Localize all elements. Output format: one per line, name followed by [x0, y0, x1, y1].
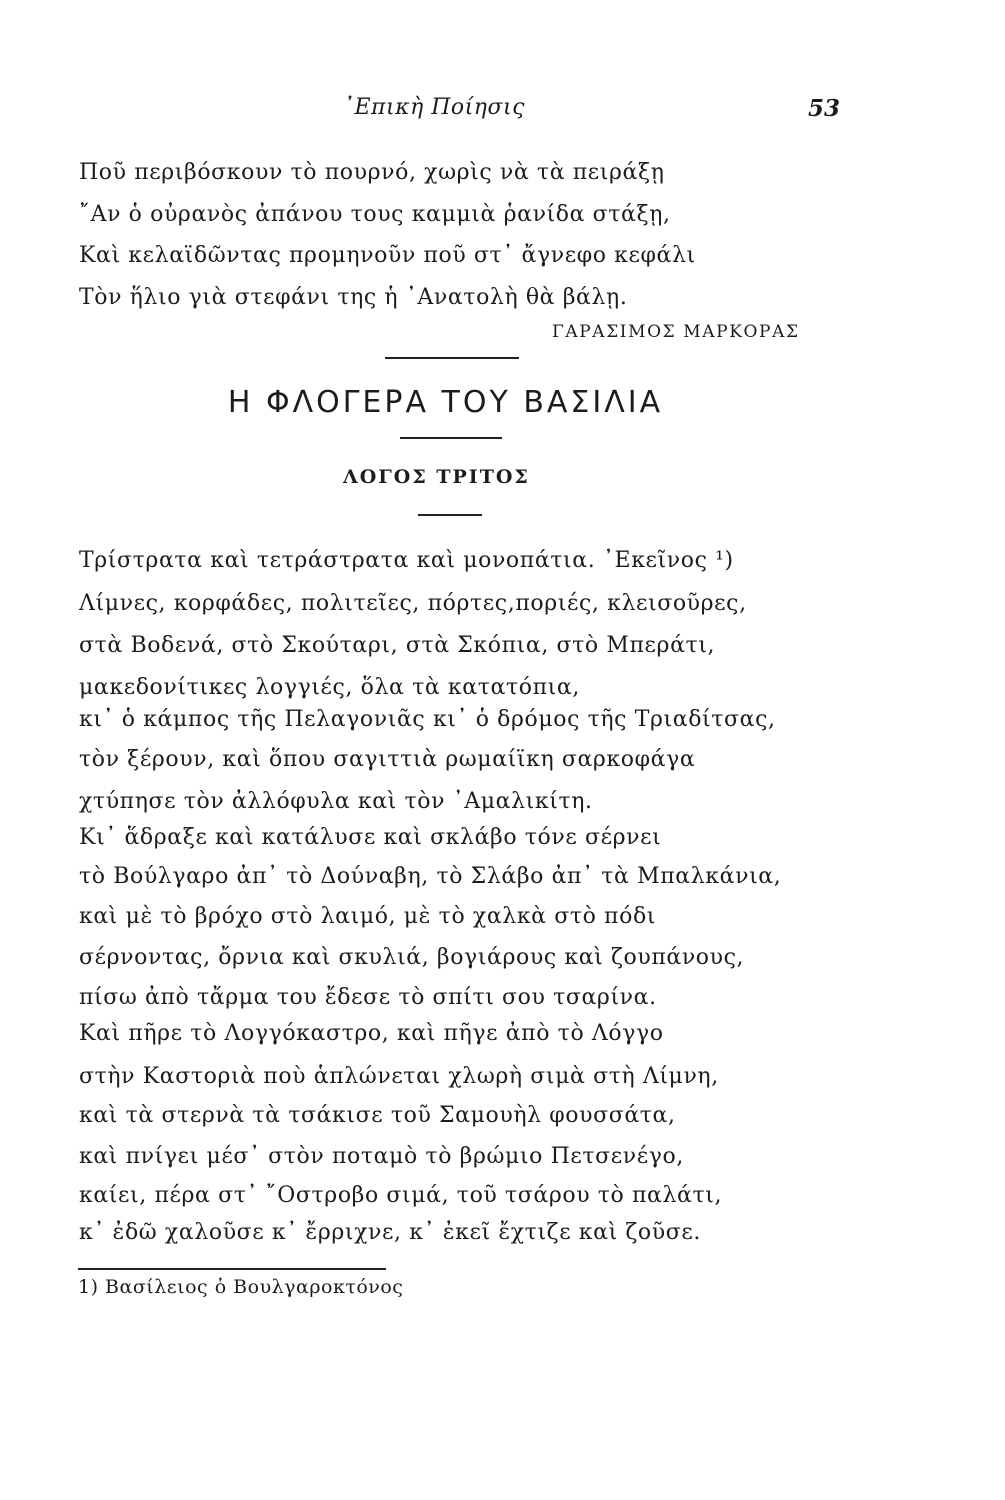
verse-line: μακεδονίτικες λογγιές, ὅλα τὰ κατατόπια, [79, 675, 580, 700]
verse-line: καὶ τὰ στερνὰ τὰ τσάκισε τοῦ Σαμουὴλ φουσσάτα, [79, 1103, 676, 1128]
verse-line: ῎Αν ὁ οὐρανὸς ἀπάνου τους καμμιὰ ῥανίδα στάξῃ, [79, 202, 671, 227]
footnote: 1) Βασίλειος ὁ Βουλγαροκτόνος [78, 1276, 404, 1298]
verse-line: στὰ Βοδενά, στὸ Σκούταρι, στὰ Σκόπια, στὸ Μπεράτι, [79, 633, 716, 658]
subtitle-divider [418, 514, 482, 516]
poem-subtitle: ΛΟΓΟΣ ΤΡΙΤΟΣ [343, 466, 530, 488]
page-number: 53 [808, 95, 841, 122]
running-title: ᾿Επικὴ Ποίησις [343, 95, 525, 120]
footnote-rule [78, 1268, 386, 1270]
verse-line: κι᾿ ὁ κάμπος τῆς Πελαγονιᾶς κι᾿ ὁ δρόμος τῆς Τριαδίτσας, [79, 707, 776, 732]
verse-line: καὶ μὲ τὸ βρόχο στὸ λαιμό, μὲ τὸ χαλκὰ στὸ πόδι [79, 904, 657, 929]
verse-line: Καὶ κελαϊδῶντας προμηνοῦν ποῦ στ᾿ ἄγνεφο κεφάλι [79, 243, 696, 268]
verse-line: σέρνοντας, ὄρνια καὶ σκυλιά, βογιάρους καὶ ζουπάνους, [79, 945, 745, 970]
poem-title-text: Η ΦΛΟΓΕΡΑ ΤΟΥ ΒΑΣΙΛΙΑ [227, 385, 664, 420]
verse-line: καίει, πέρα στ᾿ ῎Οστροβο σιμά, τοῦ τσάρου τὸ παλάτι, [79, 1183, 723, 1208]
verse-line: τὸν ξέρουν, καὶ ὅπου σαγιττιὰ ρωμαίϊκη σαρκοφάγα [79, 747, 696, 772]
verse-line: χτύπησε τὸν ἀλλόφυλα καὶ τὸν ᾿Αμαλικίτη. [79, 789, 593, 814]
verse-line: Ποῦ περιβόσκουν τὸ πουρνό, χωρὶς νὰ τὰ πειράξῃ [79, 160, 665, 185]
poem-attribution: ΓΑΡΑΣΙΜΟΣ ΜΑΡΚΟΡΑΣ [552, 322, 800, 342]
verse-line: Κι᾿ ἅδραξε καὶ κατάλυσε καὶ σκλάβο τόνε σέρνει [79, 825, 662, 850]
verse-line: τὸ Βούλγαρο ἀπ᾿ τὸ Δούναβη, τὸ Σλάβο ἀπ᾿ τὰ Μπαλκάνια, [79, 864, 782, 889]
verse-line: πίσω ἀπὸ τἄρμα του ἔδεσε τὸ σπίτι σου τσαρίνα. [79, 985, 657, 1010]
verse-line: καὶ πνίγει μέσ᾿ στὸν ποταμὸ τὸ βρώμιο Πετσενέγο, [79, 1144, 684, 1169]
verse-line: Τὸν ἥλιο γιὰ στεφάνι της ἡ ᾿Ανατολὴ θὰ βάλῃ. [79, 285, 628, 310]
verse-line: Καὶ πῆρε τὸ Λογγόκαστρο, καὶ πῆγε ἀπὸ τὸ Λόγγο [79, 1021, 664, 1046]
poem-title [0, 385, 1005, 420]
section-divider [385, 357, 519, 359]
verse-line: στὴν Καστοριὰ ποὺ ἁπλώνεται χλωρὴ σιμὰ στὴ Λίμνη, [79, 1064, 719, 1089]
verse-line: Λίμνες, κορφάδες, πολιτεῖες, πόρτες,ποριές, κλεισοῦρες, [79, 591, 747, 616]
running-head [0, 95, 1005, 125]
verse-line: κ᾿ ἐδῶ χαλοῦσε κ᾿ ἔρριχνε, κ᾿ ἐκεῖ ἔχτιζε καὶ ζοῦσε. [79, 1220, 701, 1245]
title-divider [400, 437, 502, 439]
verse-line: Τρίστρατα καὶ τετράστρατα καὶ μονοπάτια. ᾿Εκεῖνος ¹) [79, 548, 734, 573]
